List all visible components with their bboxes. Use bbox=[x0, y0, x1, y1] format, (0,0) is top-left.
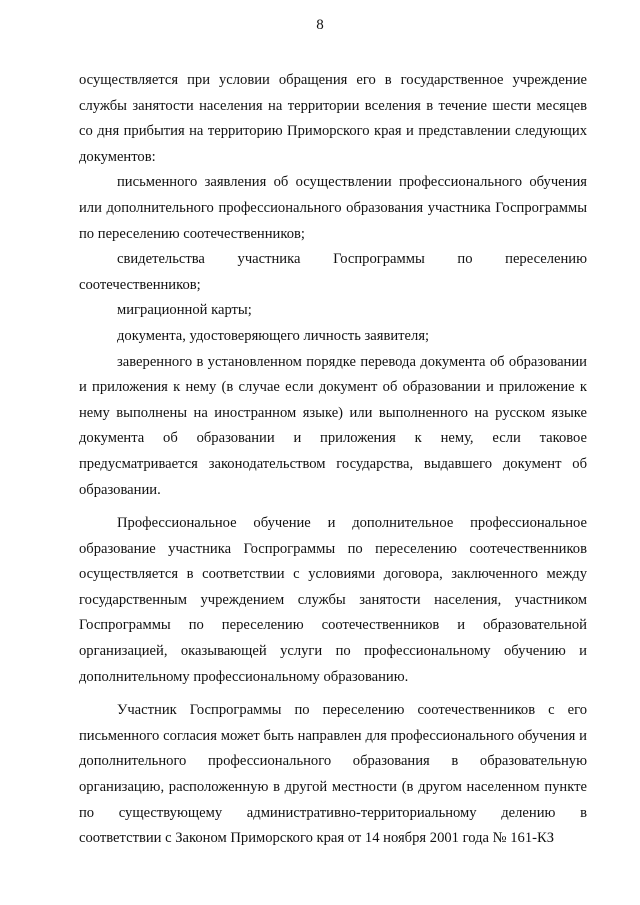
page-number: 8 bbox=[316, 17, 324, 33]
paragraph-training-contract: Профессиональное обучение и дополнительное профессиональное образование участника Госпрограммы по переселению соотечественников осуществляется в соответствии с условиями договора, заключенного между государственным учреждением службы занятости населения, участником Госпрограммы по переселению соотечественников и образовательной организацией, оказывающей услуги по профессиональному обучению и дополнительному профессиональному образованию. bbox=[79, 515, 587, 685]
document-body bbox=[79, 68, 587, 852]
paragraph-other-location: Участник Госпрограммы по переселению соотечественников с его письменного согласия может быть направлен для профессионального обучения и дополнительного профессионального образования в образовательную организацию, расположенную в другой местности (в другом населенном пункте по существующему административно-территориальному делению в соответствии с Законом Приморского края от 14 ноября 2001 года № 161-КЗ bbox=[79, 702, 587, 847]
paragraph-continuation: осуществляется при условии обращения его в государственное учреждение службы занятости населения на территории вселения в течение шести месяцев со дня прибытия на территорию Приморского края и представлении следующих документов: bbox=[79, 72, 587, 165]
list-item-application: письменного заявления об осуществлении профессионального обучения или дополнительного профессионального образования участника Госпрограммы по переселению соотечественников; bbox=[79, 174, 587, 242]
list-item-certificate: свидетельства участника Госпрограммы по переселению соотечественников; bbox=[79, 251, 587, 293]
list-item-translation: заверенного в установленном порядке перевода документа об образовании и приложения к нему (в случае если документ об образовании и приложение к нему выполнены на иностранном языке) или выполненного на русском языке документа об образовании и приложения к нему, если таковое предусматривается законодательством государства, выдавшего документ об образовании. bbox=[79, 353, 587, 498]
list-item-identity-document: документа, удостоверяющего личность заявителя; bbox=[117, 327, 430, 344]
list-item-migration-card: миграционной карты; bbox=[117, 302, 252, 319]
